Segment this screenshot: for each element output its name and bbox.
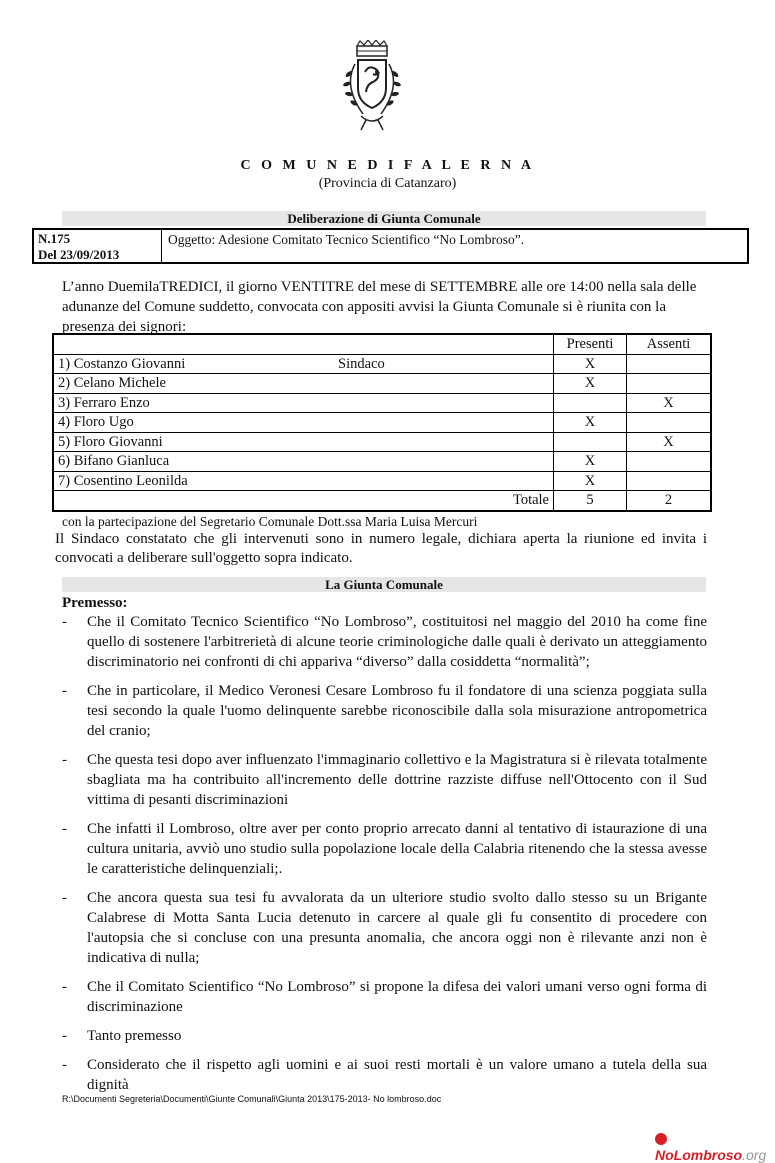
presente-mark: X: [554, 374, 627, 394]
attendance-row: [53, 471, 711, 491]
premesso-item: [62, 977, 707, 1017]
premesso-item-text: Che in particolare, il Medico Veronesi Cesare Lombroso fu il fondatore di una scienza poggiata sulla tesi secondo la quale l'uomo delinquente sarebbe riconoscibile dalla sola misurazione antropometrica del cranio;: [87, 683, 707, 739]
assente-mark: X: [627, 432, 712, 452]
premesso-item-text: Tanto premesso: [87, 1028, 182, 1044]
member-name: 6) Bifano Gianluca: [58, 453, 170, 470]
premesso-item-text: Considerato che il rispetto agli uomini e ai suoi resti mortali è un valore umano a tutela della sua dignità: [87, 1057, 707, 1093]
presente-mark: X: [554, 354, 627, 374]
attendance-row: [53, 393, 711, 413]
bullet-dash: -: [62, 614, 67, 630]
premesso-item-text: Che questa tesi dopo aver influenzato l'immaginario collettivo e la Magistratura si è rilevata totalmente sbagliata ma ha contribuito all'incremento delle dottrine razziste diffuse nell'Ottocento con il Sud vittima di pesanti discriminazioni: [87, 752, 707, 808]
bullet-dash: -: [62, 979, 67, 995]
assente-mark: X: [627, 393, 712, 413]
premesso-item-text: Che il Comitato Scientifico “No Lombroso” si propone la difesa dei valori umani verso ogni forma di discriminazione: [87, 979, 707, 1015]
assente-mark: [627, 413, 712, 433]
record-box: [32, 228, 749, 264]
premesso-item: [62, 1055, 707, 1095]
premesso-item-text: Che infatti il Lombroso, oltre aver per conto proprio arrecato danni al tentativo di istaurazione di una cultura unitaria, avviò uno studio sulla popolazione locale della Calabria ritenendo che la stessa avesse le caratteristiche delinquenziali;.: [87, 821, 707, 877]
totale-label: Totale: [53, 491, 554, 511]
presente-mark: [554, 432, 627, 452]
watermark-brand: NoLombroso: [655, 1147, 743, 1163]
col-assenti: Assenti: [627, 334, 712, 354]
attendance-row: [53, 354, 711, 374]
footer-file-path: R:\Documenti Segreteria\Documenti\Giunte Comunali\Giunta 2013\175-2013- No lombroso.doc: [62, 1094, 442, 1104]
premesso-item: [62, 819, 707, 879]
bullet-dash: -: [62, 683, 67, 699]
record-id: [34, 230, 162, 262]
bullet-dash: -: [62, 752, 67, 768]
record-oggetto: Oggetto: Adesione Comitato Tecnico Scientifico “No Lombroso”.: [168, 232, 525, 247]
member-name: 2) Celano Michele: [58, 375, 166, 392]
member-name: 7) Cosentino Leonilda: [58, 472, 188, 489]
assente-mark: [627, 354, 712, 374]
attendance-row: [53, 413, 711, 433]
comune-coat-of-arms-icon: [333, 40, 411, 136]
presente-mark: X: [554, 471, 627, 491]
deliberazione-title: Deliberazione di Giunta Comunale: [62, 211, 706, 226]
col-presenti: Presenti: [554, 334, 627, 354]
premesso-list: [62, 612, 707, 1104]
totale-assenti: 2: [627, 491, 712, 511]
premesso-label: Premesso:: [62, 595, 128, 611]
premesso-item-text: Che il Comitato Tecnico Scientifico “No Lombroso”, costituitosi nel maggio del 2010 ha come fine quello di sostenere l'arbitrerietà di alcune teorie criminologiche dalle quali è derivato un atteggiamento discriminatorio nei confronti di chi appariva “diverso” dalla cosiddetta “normalità”;: [87, 614, 707, 670]
bullet-dash: -: [62, 1057, 67, 1073]
attendance-row: [53, 452, 711, 472]
member-role: Sindaco: [338, 355, 385, 372]
nolombroso-watermark: [655, 1131, 775, 1163]
presente-mark: [554, 393, 627, 413]
presente-mark: X: [554, 413, 627, 433]
bullet-dash: -: [62, 890, 67, 906]
member-name: 3) Ferraro Enzo: [58, 394, 150, 411]
assente-mark: [627, 452, 712, 472]
attendance-total-row: [53, 491, 711, 511]
bullet-dash: -: [62, 1028, 67, 1044]
premesso-item: [62, 750, 707, 810]
segretario-line: con la partecipazione del Segretario Comunale Dott.ssa Maria Luisa Mercuri: [62, 514, 478, 529]
provincia-name: (Provincia di Catanzaro): [318, 176, 457, 191]
presente-mark: X: [554, 452, 627, 472]
member-name: 1) Costanzo Giovanni: [58, 355, 186, 372]
record-date: Del 23/09/2013: [38, 247, 120, 262]
giunta-title: La Giunta Comunale: [62, 577, 706, 592]
assente-mark: [627, 374, 712, 394]
bullet-dash: -: [62, 821, 67, 837]
comune-name: C O M U N E D I F A L E R N A: [240, 158, 535, 173]
watermark-tld: .org: [742, 1147, 767, 1163]
premesso-item: [62, 612, 707, 672]
premesso-item: [62, 681, 707, 741]
premesso-item-text: Che ancora questa sua tesi fu avvalorata da un ulteriore studio svolto dallo stesso su un Brigante Calabrese di Motta Santa Lucia detenuto in carcere al quale gli fu consentito di procedere con l'autopsia che si concluse con una presunta anomalia, che ancora oggi non è rilevante anzi non è indicativa di nulla;: [87, 890, 707, 966]
sindaco-paragraph: Il Sindaco constatato che gli intervenuti sono in numero legale, dichiara aperta la riunione ed invita i convocati a deliberare sull'oggetto sopra indicato.: [55, 531, 707, 566]
attendance-header-row: [53, 334, 711, 354]
attendance-row: [53, 374, 711, 394]
premesso-item: [62, 888, 707, 968]
nolombroso-logo-icon: [655, 1133, 667, 1145]
totale-presenti: 5: [554, 491, 627, 511]
attendance-row: [53, 432, 711, 452]
record-number: N.175: [38, 231, 71, 246]
member-name: 5) Floro Giovanni: [58, 433, 163, 450]
attendance-table: [52, 333, 712, 512]
intro-paragraph: L’anno DuemilaTREDICI, il giorno VENTITRE del mese di SETTEMBRE alle ore 14:00 nella sala delle adunanze del Comune suddetto, convocata con appositi avvisi la Giunta Comunale si è riunita con la presenza dei signori:: [62, 279, 697, 335]
member-name: 4) Floro Ugo: [58, 414, 134, 431]
assente-mark: [627, 471, 712, 491]
premesso-item: [62, 1026, 707, 1046]
